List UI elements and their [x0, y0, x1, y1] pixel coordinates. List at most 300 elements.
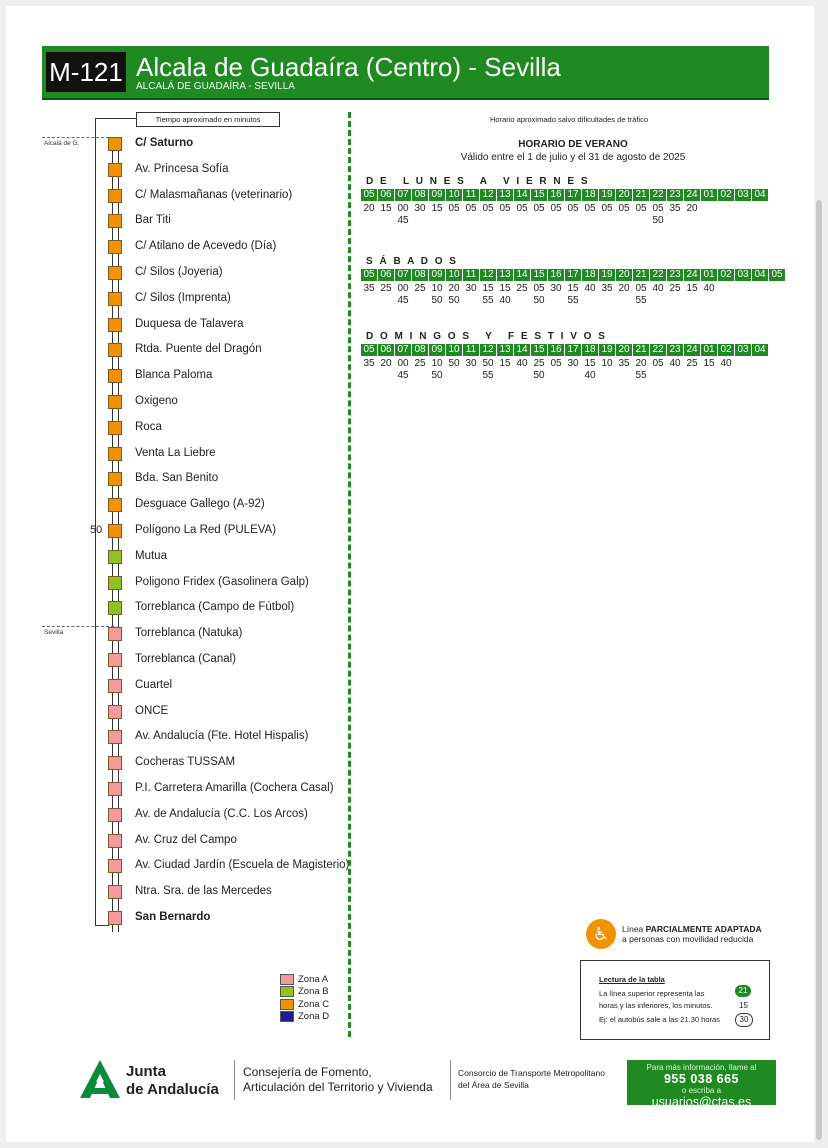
minute-cell: 20	[686, 203, 698, 214]
stop-marker	[108, 705, 122, 719]
stop-name: P.I. Carretera Amarilla (Cochera Casal)	[135, 782, 334, 794]
hour-cell: 11	[463, 344, 479, 356]
minute-cell: 40	[652, 283, 664, 294]
minute-cell: 30	[465, 358, 477, 369]
schedule-hours-row	[361, 269, 785, 281]
hour-cell: 15	[531, 269, 547, 281]
minute-cell	[752, 370, 768, 382]
minute-cell: 45	[397, 295, 409, 306]
hour-cell: 07	[395, 344, 411, 356]
hour-cell: 04	[752, 344, 768, 356]
stop-marker	[108, 834, 122, 848]
reading-box	[580, 960, 770, 1040]
hour-cell: 13	[497, 189, 513, 201]
minute-cell	[497, 370, 513, 382]
minute-cell	[701, 370, 717, 382]
route-subtitle: ALCALÁ DE GUADAÍRA - SEVILLA	[136, 81, 295, 92]
minute-cell: 25	[414, 283, 426, 294]
minute-cell: 15	[431, 203, 443, 214]
schedule-title: S Á B A D O S	[366, 256, 458, 267]
minute-cell	[446, 370, 462, 382]
hour-cell: 08	[412, 344, 428, 356]
schedule-minutes-row	[361, 358, 768, 370]
example-minute-1: 15	[739, 1001, 748, 1010]
minute-cell	[769, 295, 785, 307]
hour-cell: 10	[446, 189, 462, 201]
hour-cell: 14	[514, 344, 530, 356]
minute-cell	[735, 370, 751, 382]
minute-cell	[412, 215, 428, 227]
minute-cell: 55	[635, 370, 647, 381]
hour-cell: 12	[480, 344, 496, 356]
hour-cell: 20	[616, 344, 632, 356]
hour-cell: 09	[429, 189, 445, 201]
hour-cell: 24	[684, 344, 700, 356]
stop-name: Av. Andalucía (Fte. Hotel Hispalis)	[135, 730, 309, 743]
minute-cell	[582, 295, 598, 307]
minute-cell: 05	[533, 203, 545, 214]
minute-cell	[463, 215, 479, 227]
hour-cell: 17	[565, 269, 581, 281]
minute-cell: 50	[652, 215, 664, 226]
minute-cell	[701, 215, 717, 227]
junta-name-line2: de Andalucía	[126, 1081, 219, 1098]
stop-name: Ntra. Sra. de las Mercedes	[135, 885, 272, 898]
stop-marker	[108, 911, 122, 925]
schedule-hours-row	[361, 344, 768, 356]
minute-cell	[718, 295, 734, 307]
minute-cell: 35	[363, 283, 375, 294]
minute-cell: 45	[397, 370, 409, 381]
minute-cell	[650, 295, 666, 307]
stop-marker	[108, 189, 122, 203]
minute-cell	[616, 295, 632, 307]
stop-name: Desguace Gallego (A-92)	[135, 498, 265, 511]
stop-marker	[108, 653, 122, 667]
stop-marker	[108, 601, 122, 615]
season-title: HORARIO DE VERANO	[518, 139, 628, 150]
minute-cell: 05	[635, 203, 647, 214]
minute-cell: 20	[635, 358, 647, 369]
hour-cell: 13	[497, 269, 513, 281]
legend-item	[280, 1011, 329, 1024]
legend-label: Zona B	[298, 986, 329, 998]
minute-cell: 30	[550, 283, 562, 294]
minute-cell	[684, 370, 700, 382]
zone-legend	[280, 973, 329, 1023]
minute-cell	[667, 295, 683, 307]
minute-cell: 30	[465, 283, 477, 294]
hour-cell: 23	[667, 344, 683, 356]
hour-cell: 17	[565, 189, 581, 201]
stop-marker	[108, 808, 122, 822]
minute-cell	[361, 370, 377, 382]
minute-cell: 05	[652, 358, 664, 369]
hour-cell: 20	[616, 269, 632, 281]
minute-cell: 50	[482, 358, 494, 369]
accessibility-line1: Línea PARCIALMENTE ADAPTADA	[622, 924, 762, 934]
minute-cell	[548, 295, 564, 307]
minute-cell	[599, 295, 615, 307]
minute-cell	[735, 283, 751, 295]
stop-name: Bda. San Benito	[135, 472, 219, 485]
stop-name: Cuartel	[135, 678, 173, 691]
stop-name: Torreblanca (Campo de Fútbol)	[135, 601, 295, 614]
minute-cell: 40	[584, 370, 596, 381]
stop-marker	[108, 447, 122, 461]
hour-cell: 20	[616, 189, 632, 201]
minute-cell: 10	[431, 358, 443, 369]
minute-cell: 50	[431, 295, 443, 306]
stop-marker	[108, 240, 122, 254]
hour-cell: 09	[429, 344, 445, 356]
minute-cell	[752, 358, 768, 370]
legend-swatch	[280, 999, 294, 1010]
legend-swatch	[280, 974, 294, 985]
minute-cell	[718, 215, 734, 227]
minute-cell: 35	[363, 358, 375, 369]
minute-cell	[718, 283, 734, 295]
minute-cell	[735, 215, 751, 227]
stop-name: Torreblanca (Canal)	[135, 653, 236, 665]
hour-cell: 06	[378, 344, 394, 356]
minute-cell	[378, 370, 394, 382]
hour-cell: 15	[531, 189, 547, 201]
schedule-minutes-row	[361, 295, 785, 307]
consorcio-line1: Consorcio de Transporte Metropolitano	[458, 1068, 605, 1078]
reading-example: Ej: el autobús sale a las 21.30 horas	[599, 1015, 720, 1024]
junta-logo-icon	[78, 1058, 122, 1100]
hour-cell: 18	[582, 269, 598, 281]
minute-cell: 05	[516, 203, 528, 214]
stop-marker	[108, 782, 122, 796]
hour-cell: 23	[667, 269, 683, 281]
minute-cell	[514, 215, 530, 227]
hour-cell: 11	[463, 269, 479, 281]
hour-cell: 04	[752, 189, 768, 201]
hour-cell: 16	[548, 189, 564, 201]
minute-cell: 50	[448, 358, 460, 369]
minute-cell: 05	[550, 358, 562, 369]
stop-marker	[108, 627, 122, 641]
minute-cell	[599, 215, 615, 227]
stop-marker	[108, 576, 122, 590]
stop-name: C/ Silos (Joyeria)	[135, 266, 223, 278]
stop-name: C/ Saturno	[135, 137, 194, 149]
minute-cell	[548, 370, 564, 382]
hour-cell: 05	[769, 269, 785, 281]
stop-marker	[108, 756, 122, 770]
minute-cell	[752, 203, 768, 215]
stop-marker	[108, 343, 122, 357]
hour-cell: 02	[718, 269, 734, 281]
minute-cell: 05	[601, 203, 613, 214]
legend-label: Zona C	[298, 998, 330, 1010]
stop-marker	[108, 266, 122, 280]
stop-name: Polígono La Red (PULEVA)	[135, 524, 277, 536]
minute-cell	[718, 203, 734, 215]
dashed-divider	[348, 112, 351, 1037]
junta-name-line1: Junta	[126, 1063, 167, 1080]
hour-cell: 14	[514, 269, 530, 281]
minute-cell	[582, 215, 598, 227]
minute-cell: 20	[380, 358, 392, 369]
minute-cell: 00	[397, 358, 409, 369]
hour-cell: 08	[412, 269, 428, 281]
wheelchair-icon: ♿	[586, 919, 616, 949]
stop-marker	[108, 524, 122, 538]
minute-cell	[735, 358, 751, 370]
minute-cell: 15	[584, 358, 596, 369]
minute-cell: 05	[465, 203, 477, 214]
hour-cell: 07	[395, 189, 411, 201]
minute-cell	[361, 215, 377, 227]
example-hour: 21	[735, 985, 751, 997]
legend-item	[280, 973, 329, 986]
hour-cell: 17	[565, 344, 581, 356]
minute-cell: 05	[482, 203, 494, 214]
minute-cell: 40	[720, 358, 732, 369]
minute-cell: 50	[431, 370, 443, 381]
minute-cell	[684, 295, 700, 307]
minute-cell: 15	[380, 203, 392, 214]
consejeria-line2: Articulación del Territorio y Vivienda	[243, 1080, 433, 1094]
season-validity: Válido entre el 1 de julio y el 31 de agosto de 2025	[460, 152, 686, 163]
minute-cell: 55	[567, 295, 579, 306]
minute-cell: 25	[533, 358, 545, 369]
minute-cell: 40	[703, 283, 715, 294]
legend-swatch	[280, 1011, 294, 1022]
minute-cell: 55	[482, 295, 494, 306]
stop-name: Roca	[135, 420, 162, 433]
legend-swatch	[280, 986, 294, 997]
stop-marker	[108, 859, 122, 873]
hour-cell: 19	[599, 269, 615, 281]
hour-cell: 24	[684, 189, 700, 201]
schedule-minutes-row	[361, 283, 785, 295]
minute-cell: 50	[533, 370, 545, 381]
hour-cell: 02	[718, 344, 734, 356]
hour-cell: 07	[395, 269, 411, 281]
minute-cell	[684, 215, 700, 227]
minute-cell: 55	[482, 370, 494, 381]
reading-line1: La línea superior representa las	[599, 989, 705, 998]
minute-cell: 05	[550, 203, 562, 214]
minute-cell	[497, 215, 513, 227]
stop-name: Rtda. Puente del Dragón	[135, 343, 262, 356]
stop-marker	[108, 395, 122, 409]
stop-marker	[108, 885, 122, 899]
minute-cell: 20	[618, 283, 630, 294]
minute-cell: 40	[584, 283, 596, 294]
minute-cell: 35	[601, 283, 613, 294]
minute-cell: 25	[380, 283, 392, 294]
hour-cell: 05	[361, 189, 377, 201]
stop-name: Av. Ciudad Jardín (Escuela de Magisterio)	[135, 859, 350, 872]
stop-name: Poligono Fridex (Gasolinera Galp)	[135, 575, 309, 588]
schedule-minutes-row	[361, 370, 768, 382]
hour-cell: 13	[497, 344, 513, 356]
minute-cell	[633, 215, 649, 227]
stop-marker	[108, 421, 122, 435]
stop-marker	[108, 163, 122, 177]
time-header: Tiempo aproximado en minutos	[136, 112, 280, 127]
schedule-minutes-row	[361, 215, 768, 227]
minute-cell: 25	[516, 283, 528, 294]
minute-cell: 50	[448, 295, 460, 306]
minute-cell	[752, 215, 768, 227]
hour-cell: 18	[582, 189, 598, 201]
minute-cell: 50	[533, 295, 545, 306]
stop-name: Blanca Paloma	[135, 369, 213, 382]
accessibility-line2: a personas con movilidad reducida	[622, 934, 754, 944]
minute-cell	[701, 295, 717, 307]
hour-cell: 10	[446, 344, 462, 356]
hour-cell: 21	[633, 344, 649, 356]
minute-cell	[565, 370, 581, 382]
info-line1: Para más información, llame al	[646, 1063, 757, 1072]
stop-name: Torreblanca (Natuka)	[135, 627, 243, 640]
stop-marker	[108, 730, 122, 744]
stop-name: Av. Princesa Sofía	[135, 162, 229, 175]
route-code: M-121	[46, 52, 126, 92]
minute-cell: 00	[397, 203, 409, 214]
hour-cell: 16	[548, 344, 564, 356]
schedule-title: D O M I N G O S Y F E S T I V O S	[366, 331, 607, 342]
hour-cell: 15	[531, 344, 547, 356]
zone-tag-alcala: Alcalá de G.	[44, 140, 80, 147]
stop-marker	[108, 550, 122, 564]
schedule-hours-row	[361, 189, 768, 201]
minute-cell	[463, 370, 479, 382]
minute-cell	[412, 370, 428, 382]
minute-cell	[378, 295, 394, 307]
minute-cell	[667, 370, 683, 382]
hour-cell: 05	[361, 269, 377, 281]
reading-line2: horas y las inferiores, los minutos.	[599, 1001, 713, 1010]
stop-marker	[108, 472, 122, 486]
info-phone[interactable]: 955 038 665	[663, 1072, 739, 1086]
hour-cell: 22	[650, 344, 666, 356]
minute-cell	[480, 215, 496, 227]
stop-name: Av. de Andalucía (C.C. Los Arcos)	[135, 807, 308, 820]
minute-cell: 30	[414, 203, 426, 214]
minute-cell	[769, 283, 785, 295]
hour-cell: 16	[548, 269, 564, 281]
stop-name: Cocheras TUSSAM	[135, 756, 236, 769]
hour-cell: 03	[735, 344, 751, 356]
legend-item	[280, 986, 329, 999]
minute-cell: 05	[567, 203, 579, 214]
stop-marker	[108, 137, 122, 151]
minute-cell	[616, 370, 632, 382]
legend-label: Zona A	[298, 973, 329, 985]
hour-cell: 22	[650, 269, 666, 281]
hour-cell: 06	[378, 189, 394, 201]
minute-cell: 45	[397, 215, 409, 226]
minute-cell: 15	[482, 283, 494, 294]
minute-cell	[463, 295, 479, 307]
zone-divider-line	[42, 137, 114, 138]
zone-divider-line	[42, 626, 114, 627]
reading-title: Lectura de la tabla	[599, 975, 665, 984]
minute-cell	[565, 215, 581, 227]
minute-cell: 25	[686, 358, 698, 369]
hour-cell: 10	[446, 269, 462, 281]
stop-marker	[108, 369, 122, 383]
minute-cell	[701, 203, 717, 215]
minute-cell: 05	[635, 283, 647, 294]
minute-cell: 05	[618, 203, 630, 214]
hour-cell: 23	[667, 189, 683, 201]
contact-info-box	[627, 1060, 776, 1109]
hour-cell: 03	[735, 189, 751, 201]
hour-cell: 03	[735, 269, 751, 281]
minute-cell: 25	[414, 358, 426, 369]
hour-cell: 12	[480, 269, 496, 281]
route-title: Alcala de Guadaíra (Centro) - Sevilla	[136, 52, 561, 82]
route-trunk-line	[95, 925, 109, 926]
stop-name: C/ Malasmañanas (veterinario)	[135, 188, 293, 201]
minute-cell	[650, 370, 666, 382]
route-trunk-line	[95, 118, 96, 925]
stop-name: C/ Silos (Imprenta)	[135, 291, 231, 304]
info-email[interactable]: usuarios@ctas.es	[651, 1095, 752, 1109]
stop-minutes: 50	[90, 524, 103, 536]
hour-cell: 22	[650, 189, 666, 201]
hour-cell: 09	[429, 269, 445, 281]
minute-cell: 35	[618, 358, 630, 369]
scrollbar[interactable]	[816, 200, 822, 1140]
stop-name: ONCE	[135, 704, 169, 717]
consejeria-line1: Consejería de Fomento,	[243, 1065, 372, 1079]
hour-cell: 24	[684, 269, 700, 281]
footer-separator	[234, 1060, 235, 1100]
hour-cell: 18	[582, 344, 598, 356]
stop-name: San Bernardo	[135, 911, 211, 923]
stop-marker	[108, 292, 122, 306]
minute-cell: 05	[652, 203, 664, 214]
minute-cell: 40	[499, 295, 511, 306]
minute-cell: 25	[669, 283, 681, 294]
minute-cell	[735, 203, 751, 215]
minute-cell	[531, 215, 547, 227]
minute-cell: 15	[567, 283, 579, 294]
hour-cell: 19	[599, 189, 615, 201]
footer-separator	[450, 1060, 451, 1100]
stop-name: Oxigeno	[135, 395, 178, 407]
hour-cell: 21	[633, 269, 649, 281]
schedule-minutes-row	[361, 203, 768, 215]
traffic-note: Horario aproximado salvo dificultades de tráfico	[490, 115, 648, 124]
minute-cell: 15	[499, 283, 511, 294]
minute-cell	[548, 215, 564, 227]
stop-name: Av. Cruz del Campo	[135, 833, 237, 846]
example-minute-2: 30	[735, 1013, 753, 1027]
minute-cell: 10	[431, 283, 443, 294]
minute-cell: 00	[397, 283, 409, 294]
stop-marker	[108, 214, 122, 228]
minute-cell	[599, 370, 615, 382]
minute-cell	[718, 370, 734, 382]
minute-cell	[361, 295, 377, 307]
minute-cell: 40	[516, 358, 528, 369]
minute-cell	[429, 215, 445, 227]
minute-cell: 05	[499, 203, 511, 214]
minute-cell: 05	[448, 203, 460, 214]
minute-cell: 55	[635, 295, 647, 306]
info-line3: o escriba a	[681, 1086, 722, 1095]
